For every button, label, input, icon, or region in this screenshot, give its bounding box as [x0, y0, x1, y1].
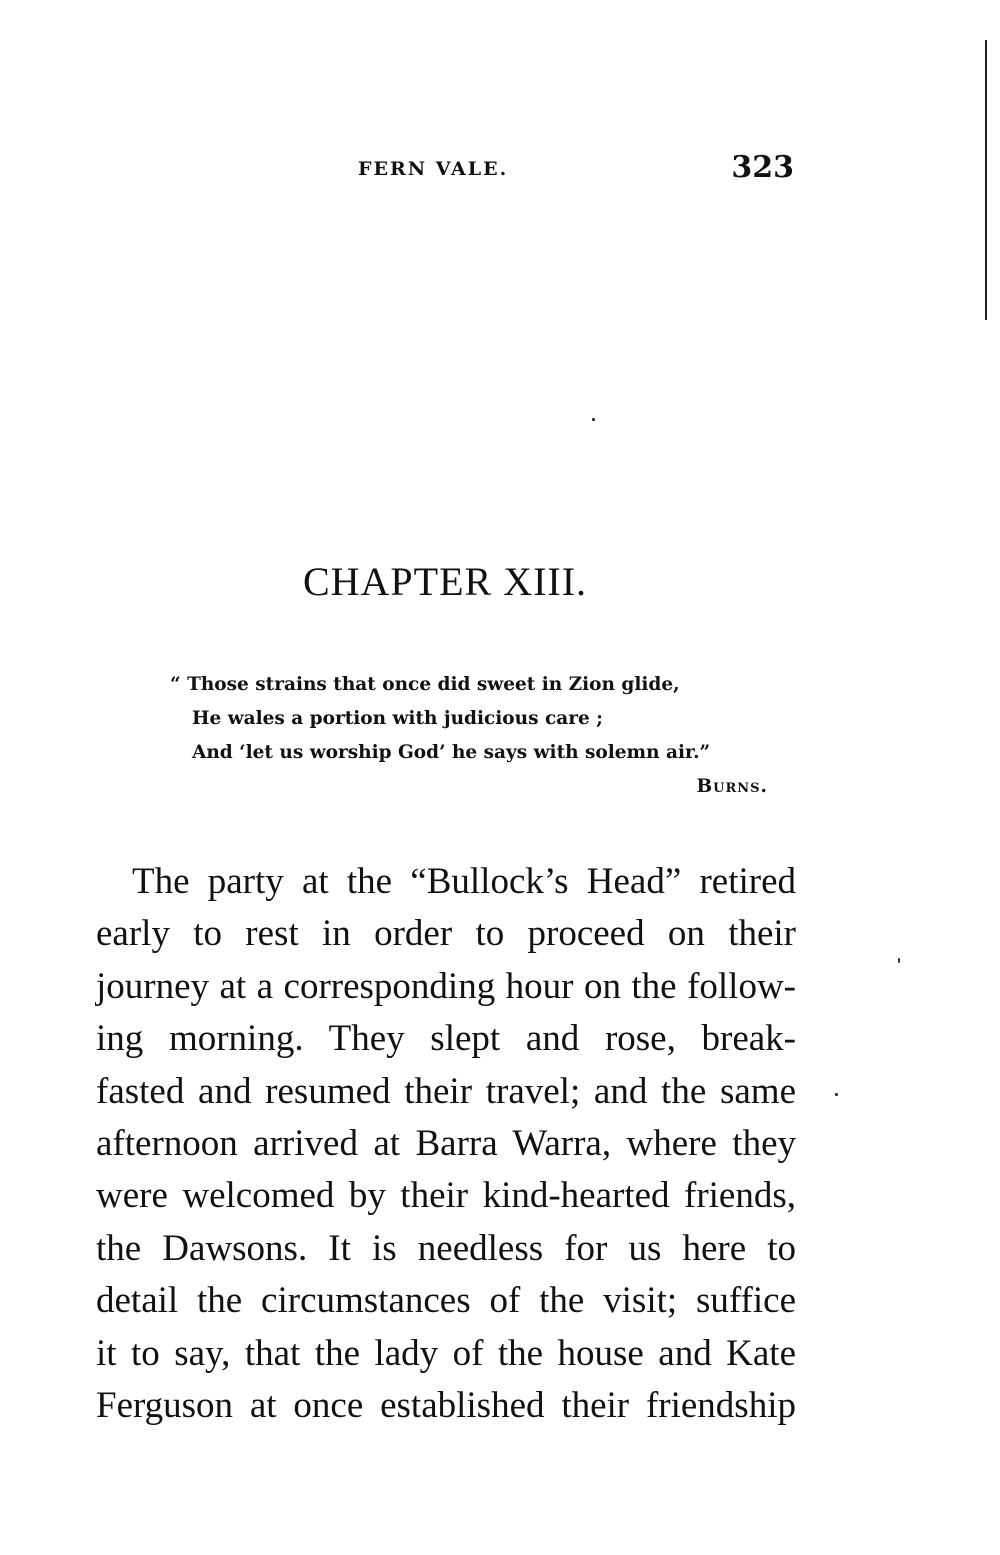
- chapter-title: CHAPTER XIII.: [302, 559, 588, 604]
- body-line: detail the circumstances of the visit; suffice: [96, 1280, 796, 1322]
- epigraph-line: “ Those strains that once did sweet in Zion glide,: [170, 674, 680, 695]
- body-line: journey at a corresponding hour on the follow-: [96, 965, 796, 1007]
- epigraph-line: And ‘let us worship God’ he says with solemn air.”: [192, 742, 711, 763]
- page-number: 323: [731, 150, 794, 185]
- running-head: [96, 150, 796, 190]
- body-text: [96, 856, 796, 1432]
- body-line: fasted and resumed their travel; and the same: [96, 1070, 796, 1112]
- body-line: the Dawsons. It is needless for us here to: [96, 1227, 796, 1269]
- scan-speck: [592, 418, 595, 421]
- epigraph-attribution: Burns.: [696, 776, 768, 797]
- running-title: FERN VALE.: [358, 158, 509, 180]
- body-line: it to say, that the lady of the house and Kate: [96, 1332, 796, 1374]
- scan-edge-line: [985, 40, 987, 320]
- body-line: early to rest in order to proceed on their: [96, 913, 796, 955]
- epigraph: [170, 668, 770, 804]
- scan-speck: [898, 958, 900, 963]
- epigraph-line: He wales a portion with judicious care ;: [192, 708, 603, 729]
- scan-speck: [835, 1093, 838, 1096]
- body-line: afternoon arrived at Barra Warra, where they: [96, 1122, 796, 1164]
- body-line: were welcomed by their kind-hearted friends,: [96, 1175, 796, 1217]
- body-line: Ferguson at once established their friendship: [96, 1384, 796, 1426]
- body-line: ing morning. They slept and rose, break-: [96, 1018, 796, 1060]
- body-line: The party at the “Bullock’s Head” retired: [132, 861, 796, 902]
